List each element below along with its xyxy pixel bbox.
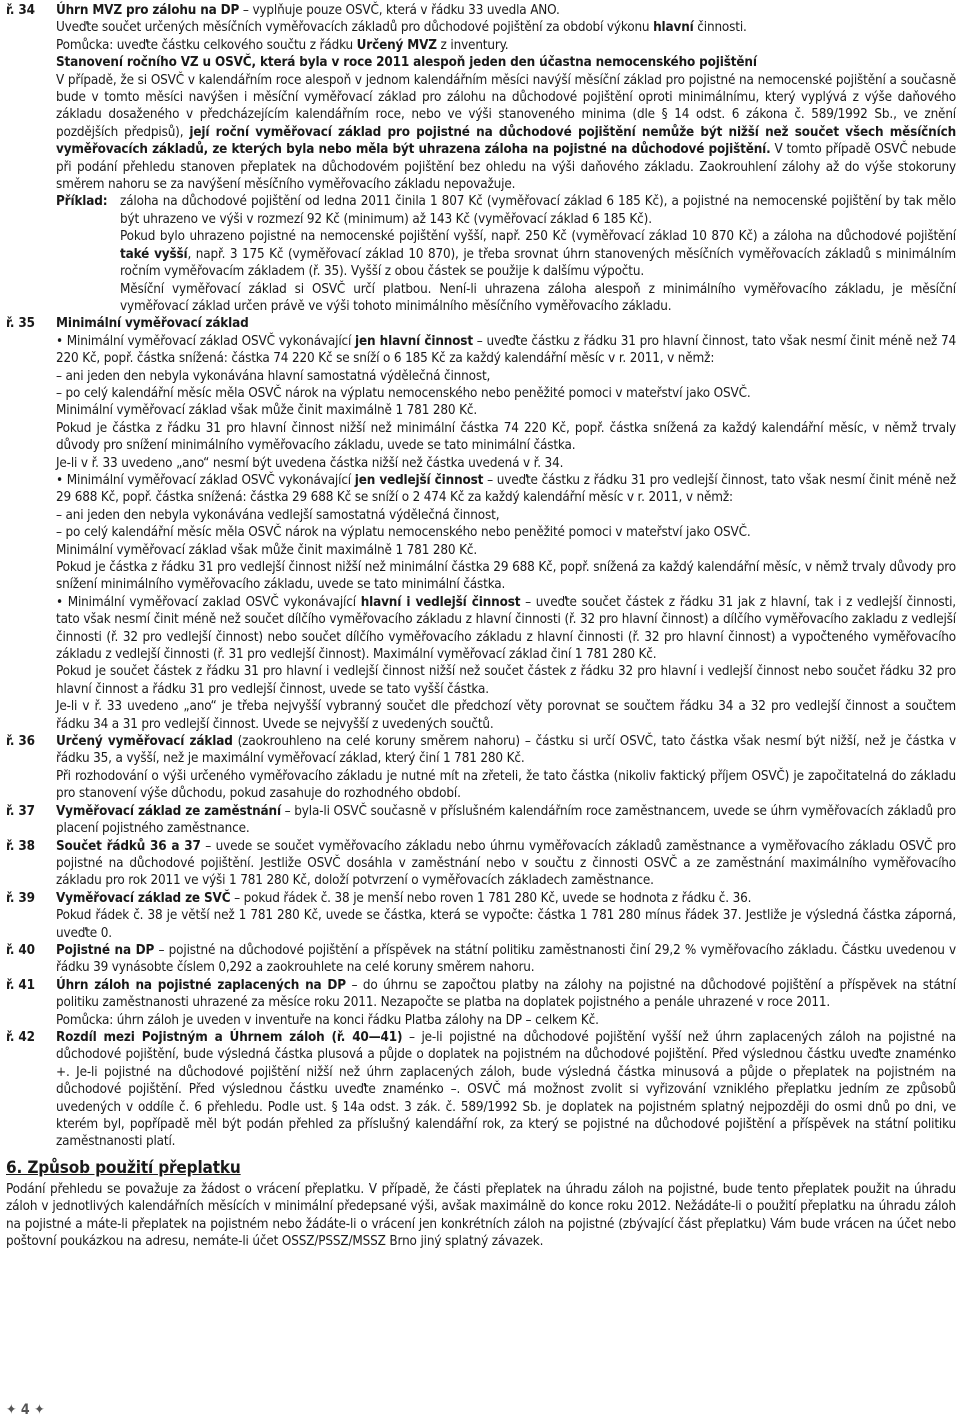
- r35-dash: – ani jeden den nebyla vykonávána vedlejší samostatná výdělečná činnost,: [56, 507, 500, 523]
- r41-hint: Pomůcka: úhrn záloh je uveden v inventuře na konci řádku Platba zálohy na DP – celkem Kč.: [56, 1012, 599, 1028]
- r34-example: [56, 193, 956, 228]
- r41-title: Úhrn záloh na pojistné zaplacených na DP – do úhrnu se započtou platby na zálohy na pojistné na důchodové pojištění a příspěvek na státní politiku zaměstnanosti uhrazené za měsíce roku 2011. Nezapočte se platba na doplatek pojistného a penále uhrazené v roce 2011.: [56, 977, 956, 1011]
- example-text-3: Měsíční vyměřovací základ si OSVČ určí platbou. Není-li uhrazena záloha alespoň z minimálního vyměřovacího základu, je měsíční vyměřovací základ určen právě ve výši tohoto minimálního měsíčního vyměřovacího základu.: [120, 281, 956, 314]
- page-number: ✦ 4 ✦: [6, 1402, 45, 1418]
- r35-max: Minimální vyměřovací základ však může činit maximálně 1 781 280 Kč.: [56, 403, 477, 419]
- r35-dash: – po celý kalendářní měsíc měla OSVČ nárok na výplatu nemocenského nebo peněžité pomoci v mateřství jako OSVČ.: [56, 525, 751, 541]
- section-6-heading: 6. Způsob použití přeplatku: [6, 1157, 241, 1178]
- r39-text: Pokud řádek č. 38 je větší než 1 781 280 Kč, uvede se částka, která se vypočte: částka 1 781 280 mínus řádek 37. Jestliže je výsledná částka záporná, uveďte 0.: [56, 908, 956, 941]
- r34-title: Úhrn MVZ pro zálohu na DP – vyplňuje pouze OSVČ, která v řádku 33 uvedla ANO.: [56, 3, 560, 18]
- r35-text: Je-li v ř. 33 uvedeno „ano“ je třeba nejvyšší vybranný součet dle předchozí věty porovnat se součtem řádku 34 a 32 pro vedlejší činnost a součtem řádku 34 a 31 pro vedlejší činnost. Uvede se nejvyšší z uvedených součtů.: [56, 699, 956, 732]
- r36-text: Při rozhodování o výši určeného vyměřovacího základu je nutné mít na zřeteli, že tato částka (nikoliv faktický příjem OSVČ) je započitatelná do základu pro stanovení výše důchodu, pokud zasahuje do rozhodného období.: [56, 768, 956, 802]
- r35-dash: – po celý kalendářní měsíc měla OSVČ nárok na výplatu nemocenského nebo peněžité pomoci v mateřství jako OSVČ.: [56, 385, 751, 401]
- r35-bullet-1: • Minimální vyměřovací základ OSVČ vykonávající jen hlavní činnost – uveďte částku z řádku 31 pro hlavní činnost, tato však nesmí činit méně než 74 220 Kč, popř. částka snížená: částka 74 220 Kč se sníží o 6 185 Kč za každý kalendářní měsíc v r. 2011, v němž:: [56, 333, 956, 368]
- example-label: Příklad:: [56, 194, 108, 210]
- r34-hint: Pomůcka: uveďte částku celkového součtu z řádku Určený MVZ z inventury.: [56, 37, 509, 53]
- r39-title: Vyměřovací základ ze SVČ – pokud řádek č. 38 je menší nebo roven 1 781 280 Kč, uvede se hodnota z řádku č. 36.: [56, 890, 752, 906]
- document: [6, 2, 956, 1250]
- r35-text: Pokud je součet částek z řádku 31 pro hlavní i vedlejší činnost nižší než součet částek z řádku 32 pro hlavní i vedlejší činnost nebo součet řádku 32 pro hlavní činnost a řádku 31 pro vedlejší činnost, uvede se tato vyšší částka.: [56, 664, 956, 697]
- r36-title: Určený vyměřovací základ (zaokrouhleno na celé koruny směrem nahoru) – částku si určí OSVČ, tato částka však nesmí být nižší, než je částka v řádku 35, a vyšší, než je maximální vyměřovací základ, který činí 1 781 280 Kč.: [56, 734, 956, 767]
- r35-bullet-2: • Minimální vyměřovací základ OSVČ vykonávající jen vedlejší činnost – uveďte částku z řádku 31 pro vedlejší činnost, tato však nesmí činit méně než 29 688 Kč, popř. částka snížená: částka 29 688 Kč se sníží o 2 474 Kč za každý kalendářní měsíc v r. 2011, v němž:: [56, 472, 956, 507]
- r35-dash: – ani jeden den nebyla vykonávána hlavní samostatná výdělečná činnost,: [56, 368, 491, 384]
- r37-title: Vyměřovací základ ze zaměstnání – byla-li OSVČ současně v příslušném kalendářním roce zaměstnancem, uvede se úhrn vyměřovacích základů pro placení pojistného zaměstnance.: [56, 803, 956, 837]
- row-number: ř. 42: [6, 1029, 35, 1045]
- row-number: ř. 35: [6, 316, 35, 332]
- section-r34: [6, 2, 956, 315]
- section-r40: [6, 942, 956, 977]
- section-r41: [6, 977, 956, 1029]
- row-number: ř. 34: [6, 3, 35, 18]
- row-number: ř. 40: [6, 942, 35, 958]
- r38-title: Součet řádků 36 a 37 – uvede se součet vyměřovacího základu nebo úhrnu vyměřovacích základů zaměstnance a vyměřovacího základu OSVČ pro pojistné na důchodové pojištění. Jestliže OSVČ dosáhla v zaměstnání nebo v součtu z činnosti OSVČ a ze zaměstnání maximálního vyměřovacího základu pro rok 2011 ve výši 1 781 280 Kč, doloží potvrzení o vyměřovacích základech zaměstnance.: [56, 838, 956, 889]
- example-text-2: Pokud bylo uhrazeno pojistné na nemocenské pojištění vyšší, např. 250 Kč (vyměřovací základ 10 870 Kč) a záloha na důchodové pojištění také vyšší, např. 3 175 Kč (vyměřovací základ 10 870), je třeba srovnat úhrn stanovených měsíčních vyměřovacích základů s minimálním ročním vyměřovacím základem (ř. 35). Vyšší z obou částek se použije k dalšímu výpočtu.: [120, 229, 956, 280]
- r34-line2: Uveďte součet určených měsíčních vyměřovacích základů pro důchodové pojištění za období výkonu hlavní činnosti.: [56, 20, 747, 36]
- row-number: ř. 36: [6, 734, 35, 750]
- section-r36: [6, 733, 956, 803]
- r35-max: Minimální vyměřovací základ však může činit maximálně 1 781 280 Kč.: [56, 542, 477, 558]
- section-r42: [6, 1029, 956, 1151]
- r35-title: Minimální vyměřovací základ: [56, 316, 249, 332]
- r35-text: Pokud je částka z řádku 31 pro vedlejší činnost nižší než minimální částka 29 688 Kč, popř. snížená za každý kalendářní měsíc, v němž trvaly důvody pro snížení minimálního vyměřovacího základu, uvede se tato minimální částka.: [56, 560, 956, 593]
- section-r39: [6, 890, 956, 942]
- row-number: ř. 39: [6, 890, 35, 906]
- row-number: ř. 38: [6, 838, 35, 854]
- section-r35: [6, 315, 956, 733]
- section-r37: [6, 803, 956, 838]
- r35-bullet-3: • Minimální vyměřovací zaklad OSVČ vykonávající hlavní i vedlejší činnost – uveďte součet částek z řádku 31 jak z hlavní, tak i z vedlejší činnosti, tato však nesmí činit méně než součet dílčího vyměřovacího základu z hlavní činnosti (ř. 32 pro hlavní činnost) a dílčího vyměřovacího zakladu z vedlejší činnosti (ř. 32 pro vedlejší činnost) nebo součet dílčího vyměřovacího základu z hlavní činnosti (ř. 32 pro hlavní činnost) a vypočteného vyměřovacího základu z vedlejší činnosti (ř. 31 pro vedlejší činnost). Maximální vyměřovací základ činí 1 781 280 Kč.: [56, 594, 956, 664]
- r42-title: Rozdíl mezi Pojistným a Úhrnem záloh (ř. 40—41) – je-li pojistné na důchodové pojištění vyšší než úhrn zaplacených záloh na pojistné na důchodové pojištění, bude výsledná částka plusová a půjde o doplatek na pojistném na důchodové pojištění. Před výslednou částku uveďte znaménko +. Je-li pojistné na důchodové pojištění nižší než úhrn zaplacených záloh, bude výsledná částka minusová a půjde o přeplatek na pojistném na důchodové pojištění. Před výslednou částku uveďte znaménko –. OSVČ má možnost zvolit si vyřizování vzniklého přeplatku jedním ze způsobů uvedených v oddíle č. 6 přehledu. Podle ust. § 14a odst. 3 zák. č. 589/1992 Sb. je doplatek na pojistném splatný nejpozději do osmi dnů po dni, ve kterém byl, popřípadě měl být podán přehled za příslušný kalendářní rok, za který se pojistné na důchodové pojištění a příspěvek na státní politiku zaměstnanosti platí.: [56, 1029, 956, 1150]
- r34-paragraph: V případě, že si OSVČ v kalendářním roce alespoň v jednom kalendářním měsíci navýší měsíční základ pro pojistné na nemocenské pojištění a současně bude v tomto měsíci navýšen i měsíční vyměřovací základ pro zálohu na důchodové pojištění oproti minimálnímu, který vyplývá z výše daňového základu dosaženého v předcházejícím kalendářním roce, nebo ve výši stanoveného minima (dle § 14 odst. 6 zákona č. 589/1992 Sb., ve znění pozdějších předpisů), její roční vyměřovací základ pro pojistné na důchodové pojištění nemůže být nižší než součet všech měsíčních vyměřovacích základů, ze kterých byla nebo měla být uhrazena záloha na pojistné na důchodové pojištění. V tomto případě OSVČ nebude při podání přehledu stanoven přeplatek na důchodovém pojištění bez ohledu na výši daňového základu. Zaokrouhlení zálohy až do výše stokoruny směrem nahoru se za navýšení měsíčního vyměřovacího základu nepovažuje.: [56, 72, 957, 193]
- r35-text: Je-li v ř. 33 uvedeno „ano“ nesmí být uvedena částka nižší než částka uvedená v ř. 34.: [56, 455, 564, 471]
- section-6-text: Podání přehledu se považuje za žádost o vrácení přeplatku. V případě, že části přeplatek na úhradu záloh na pojistné, bude tento přeplatek použit na úhradu záloh v jednotlivých kalendářních měsících v minimální předepsané výši, avšak maximálně do konce roku 2012. Nežádáte-li o použití přeplatku na úhradu záloh na pojistné a máte-li přeplatek na pojistném nebo žádáte-li o vrácení jen konkrétních záloh na pojistné (zbývající část přeplatku) Vám bude vrácen na účet nebo poštovní poukázkou na adresu, nemáte-li účet OSSZ/PSSZ/MSSZ Brno jiný splatný závazek.: [6, 1181, 956, 1250]
- row-number: ř. 41: [6, 977, 35, 993]
- r34-subheading: Stanovení ročního VZ u OSVČ, která byla v roce 2011 alespoň jeden den účastna nemocenského pojištění: [56, 55, 757, 71]
- example-text-1: záloha na důchodové pojištění od ledna 2011 činila 1 807 Kč (vyměřovací základ 6 185 Kč), a pojistné na nemocenské pojištění by tak mělo být uhrazeno ve výši v rozmezí 92 Kč (minimum) až 143 Kč (vyměřovací základ 6 185 Kč).: [120, 194, 956, 227]
- r35-text: Pokud je částka z řádku 31 pro hlavní činnost nižší než minimální částka 74 220 Kč, popř. částka snížená za každý kalendářní měsíc, v němž trvaly důvody pro snížení minimálního vyměřovacího základu, uvede se tato minimální částka.: [56, 420, 956, 454]
- section-r38: [6, 838, 956, 890]
- r40-title: Pojistné na DP – pojistné na důchodové pojištění a příspěvek na státní politiku zaměstnanosti činí 29,2 % vyměřovacího základu. Částku uvedenou v řádku 39 vynásobte číslem 0,292 a zaokrouhlete na celé koruny směrem nahoru.: [56, 942, 957, 976]
- row-number: ř. 37: [6, 803, 35, 819]
